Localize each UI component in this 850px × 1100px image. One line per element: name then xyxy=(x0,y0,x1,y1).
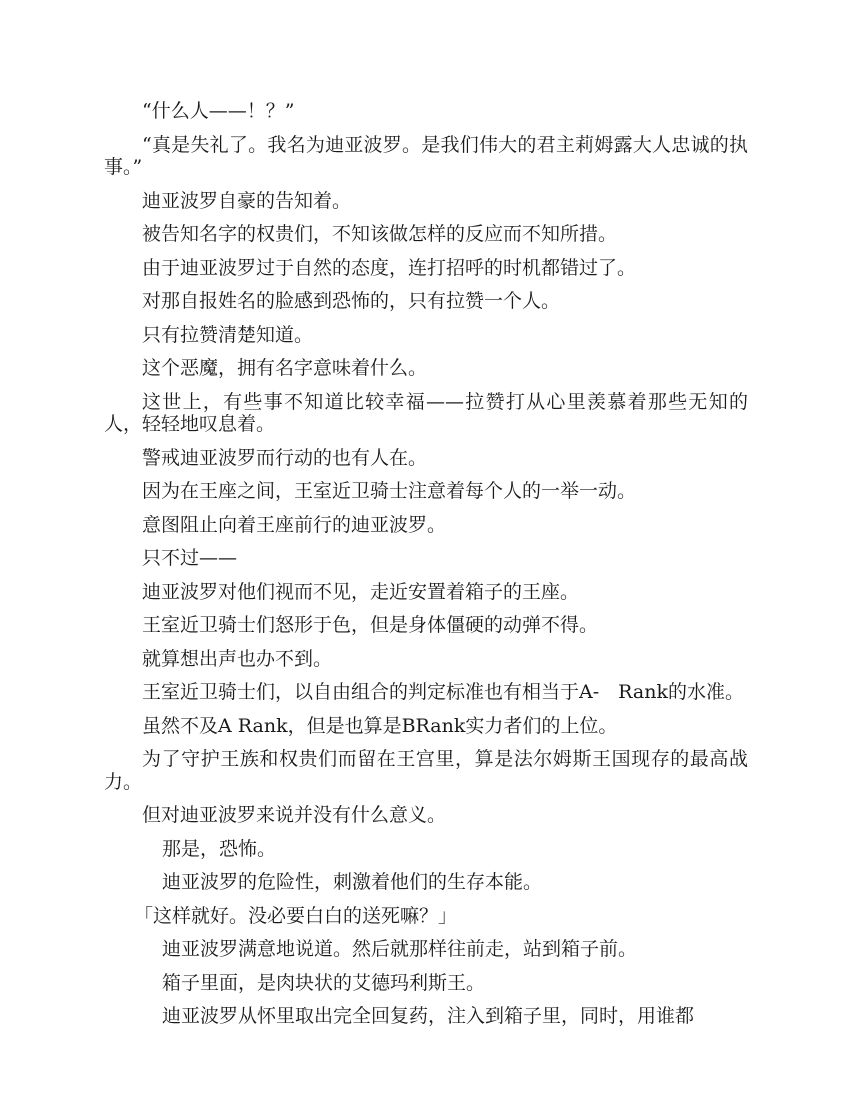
paragraph: “真是失礼了。我名为迪亚波罗。是我们伟大的君主莉姆露大人忠诚的执事。” xyxy=(104,133,748,178)
document-page xyxy=(104,100,748,1039)
paragraph: 「这样就好。没必要白白的送死嘛？」 xyxy=(134,904,458,927)
paragraph: 警戒迪亚波罗而行动的也有人在。 xyxy=(142,446,428,469)
paragraph: 那是，恐怖。 xyxy=(162,837,277,860)
paragraph: 王室近卫骑士们，以自由组合的判定标准也有相当于A- Rank的水准。 xyxy=(142,681,744,703)
paragraph: 只不过—— xyxy=(142,547,238,569)
paragraph: 迪亚波罗从怀里取出完全回复药，注入到箱子里，同时，用谁都 xyxy=(162,1005,695,1027)
paragraph: 被告知名字的权贵们，不知该做怎样的反应而不知所措。 xyxy=(142,223,618,245)
paragraph: 迪亚波罗满意地说道。然后就那样往前走，站到箱子前。 xyxy=(162,938,638,960)
paragraph: 因为在王座之间，王室近卫骑士注意着每个人的一举一动。 xyxy=(142,480,637,502)
paragraph: 意图阻止向着王座前行的迪亚波罗。 xyxy=(142,513,447,536)
paragraph: 为了守护王族和权贵们而留在王宫里，算是法尔姆斯王国现存的最高战力。 xyxy=(104,748,748,793)
paragraph: 只有拉赞清楚知道。 xyxy=(142,323,314,346)
paragraph: 这世上，有些事不知道比较幸福——拉赞打从心里羡慕着那些无知的人，轻轻地叹息着。 xyxy=(104,390,748,435)
paragraph: 王室近卫骑士们怒形于色，但是身体僵硬的动弹不得。 xyxy=(142,614,599,636)
paragraph: 虽然不及A Rank，但是也算是BRank实力者们的上位。 xyxy=(142,714,618,737)
paragraph: 但对迪亚波罗来说并没有什么意义。 xyxy=(142,804,447,826)
paragraph: “什么人——！？” xyxy=(142,100,295,122)
paragraph: 箱子里面，是肉块状的艾德玛利斯王。 xyxy=(162,971,486,994)
paragraph: 就算想出声也办不到。 xyxy=(142,647,333,670)
paragraph: 迪亚波罗对他们视而不见，走近安置着箱子的王座。 xyxy=(142,580,580,603)
paragraph: 迪亚波罗的危险性，刺激着他们的生存本能。 xyxy=(162,871,543,893)
paragraph: 由于迪亚波罗过于自然的态度，连打招呼的时机都错过了。 xyxy=(142,256,637,279)
paragraph: 对那自报姓名的脸感到恐怖的，只有拉赞一个人。 xyxy=(142,290,561,312)
paragraph: 迪亚波罗自豪的告知着。 xyxy=(142,189,352,212)
paragraph: 这个恶魔，拥有名字意味着什么。 xyxy=(142,357,428,379)
